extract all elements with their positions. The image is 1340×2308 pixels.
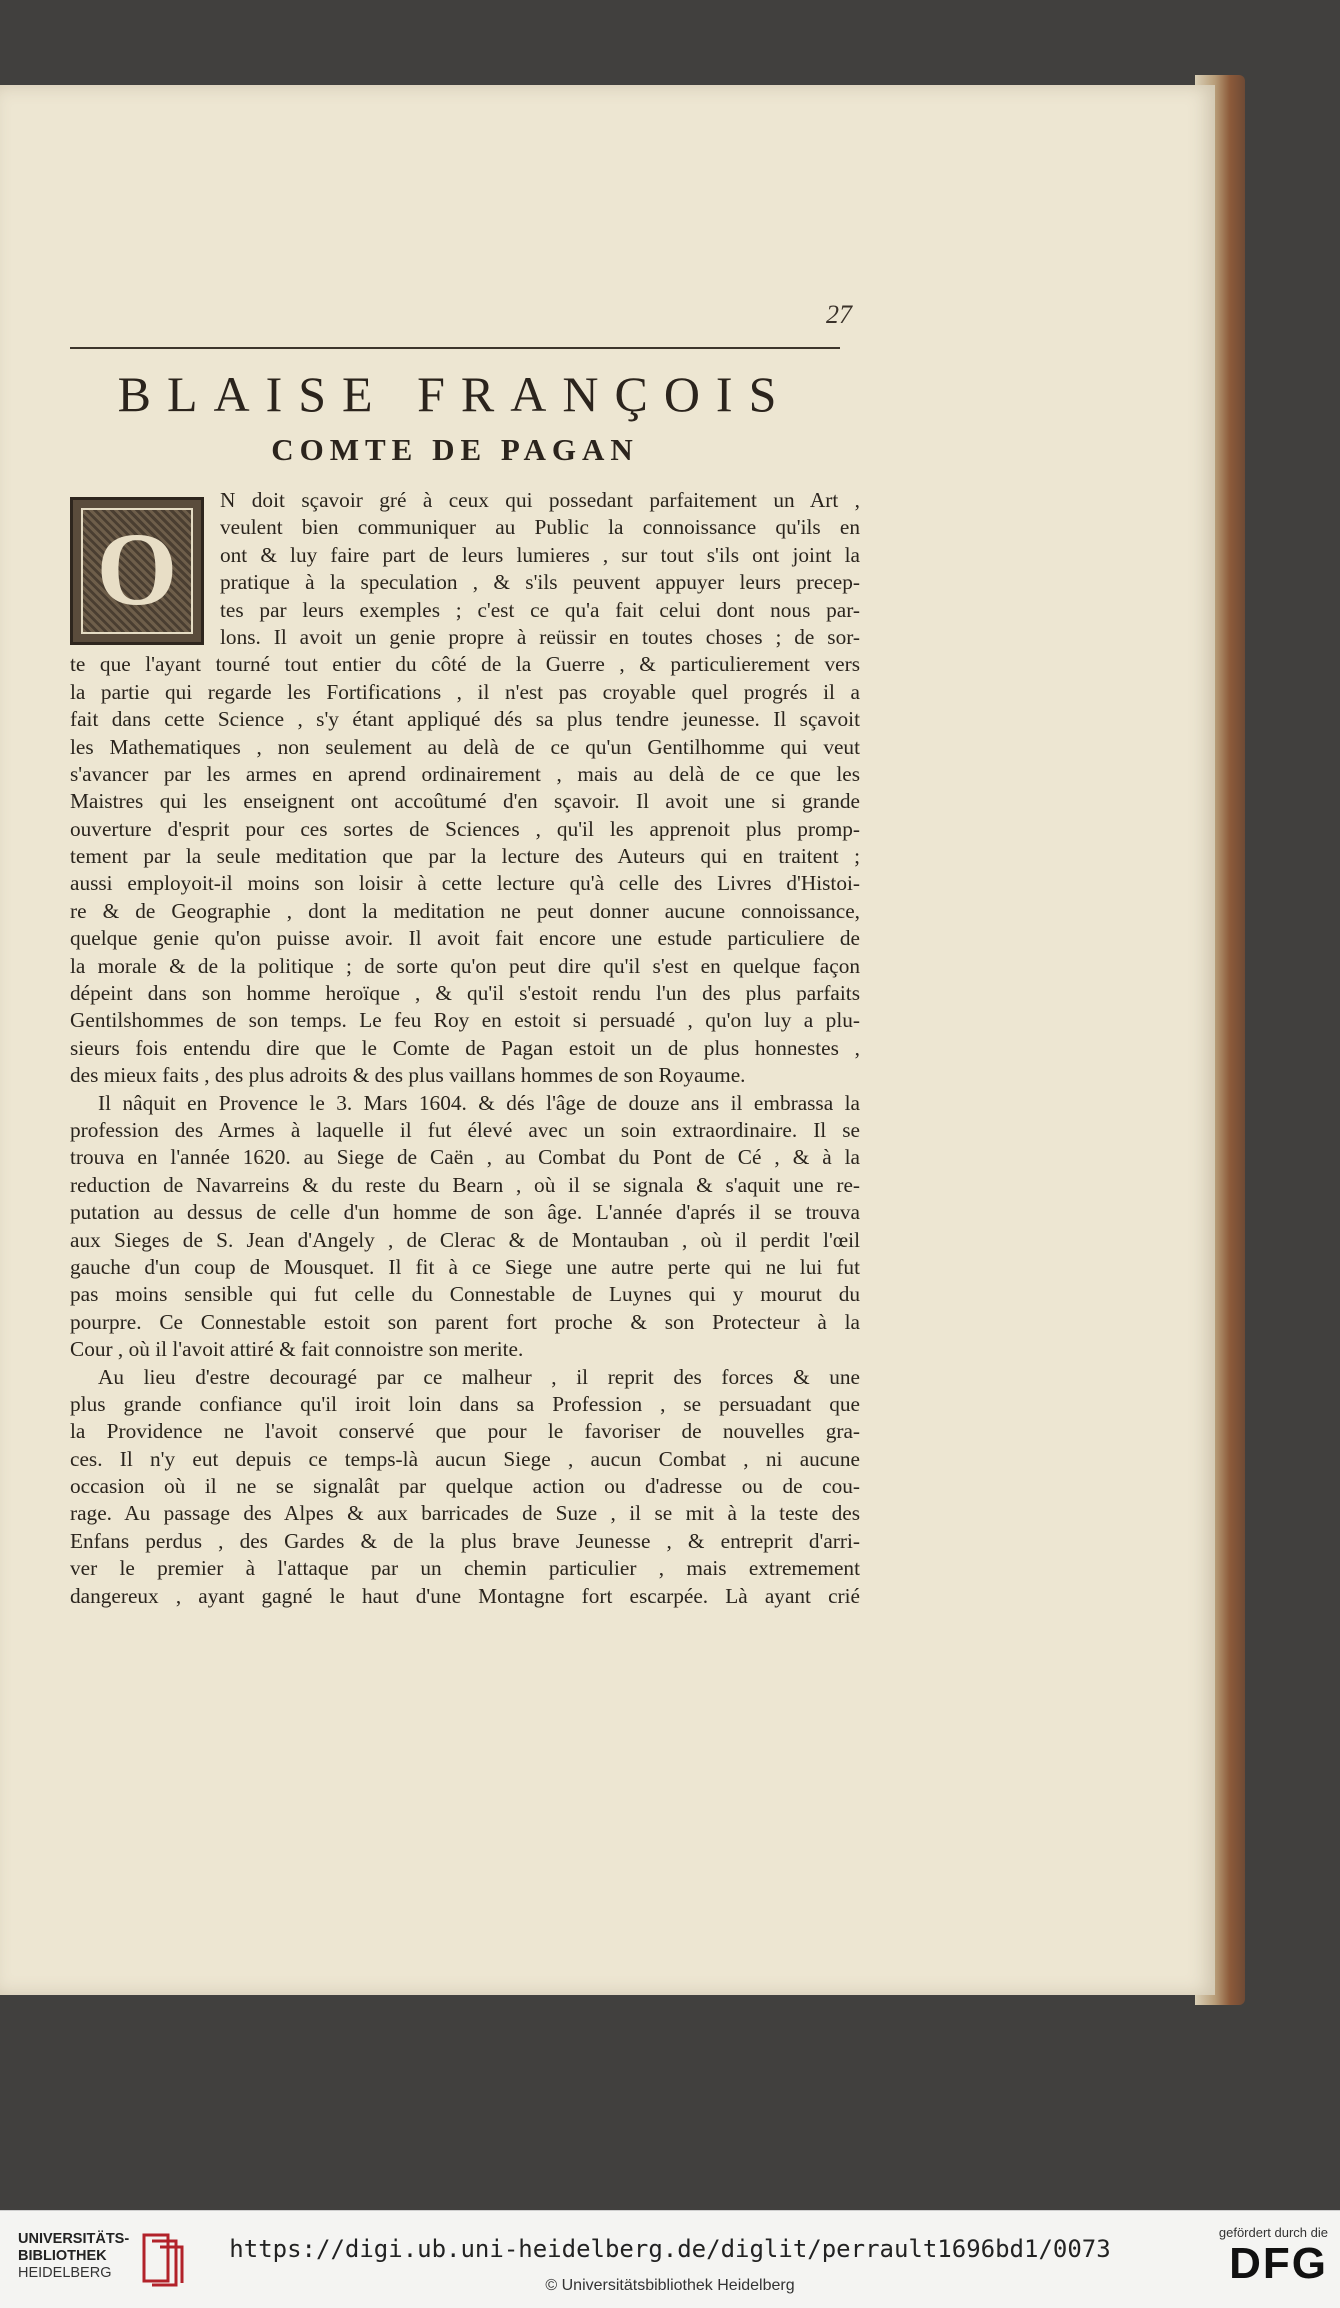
dfg-wordmark: DFG: [1229, 2239, 1328, 2288]
dfg-logo[interactable]: [1188, 2225, 1328, 2301]
text-line: tes par leurs exemples ; c'est ce qu'a fait celui dont nous par-: [220, 597, 860, 622]
text-line: lons. Il avoit un genie propre à reüssir en toutes choses ; de sor-: [220, 624, 860, 649]
text-line: Enfans perdus , des Gardes & de la plus brave Jeunesse , & entreprit d'arri-: [70, 1528, 860, 1553]
text-line: aux Sieges de S. Jean d'Angely , de Clerac & de Montauban , où il perdit l'œil: [70, 1227, 860, 1252]
text-line: des mieux faits , des plus adroits & des plus vaillans hommes de son Royaume.: [70, 1063, 746, 1088]
text-line: la Providence ne l'avoit conservé que pour le favoriser de nouvelles gra-: [70, 1419, 860, 1444]
text-line: putation au dessus de celle d'un homme de son âge. L'année d'aprés il se trouva: [70, 1200, 860, 1225]
text-line: ces. Il n'y eut depuis ce temps-là aucun Siege , aucun Combat , ni aucune: [70, 1446, 860, 1471]
page-number: 27: [826, 300, 852, 329]
text-line: tement par la seule meditation que par la lecture des Auteurs qui en traitent ;: [70, 844, 860, 869]
text-line: re & de Geographie , dont la meditation ne peut donner aucune connoissance,: [70, 898, 860, 923]
text-line: pratique à la speculation , & s'ils peuvent appuyer leurs precep-: [220, 570, 860, 595]
text-line: Au lieu d'estre decouragé par ce malheur , il reprit des forces & une: [98, 1364, 860, 1389]
text-line: s'avancer par les armes en aprend ordinairement , mais au delà de ce que les: [70, 761, 860, 786]
text-line: dépeint dans son homme heroïque , & qu'il s'estoit rendu l'un des plus parfaits: [70, 981, 860, 1006]
text-line: veulent bien communiquer au Public la connoissance qu'ils en: [220, 515, 860, 540]
text-line: plus grande confiance qu'il iroit loin dans sa Profession , se persuadant que: [70, 1391, 860, 1416]
viewer-footer: [0, 2210, 1340, 2308]
document-url-link[interactable]: https://digi.ub.uni-heidelberg.de/diglit/perrault1696bd1/0073: [229, 2235, 1111, 2263]
library-name-line2: BIBLIOTHEK: [18, 2248, 107, 2264]
text-line: fait dans cette Science , s'y étant appliqué dés sa plus tendre jeunesse. Il sçavoit: [70, 707, 860, 732]
text-line: rage. Au passage des Alpes & aux barricades de Suze , il se mit à la teste des: [70, 1501, 860, 1526]
text-line: sieurs fois entendu dire que le Comte de Pagan estoit un de plus honnestes ,: [70, 1035, 860, 1060]
page-title: BLAISE FRANÇOIS: [117, 366, 793, 422]
text-line: quelque genie qu'on puisse avoir. Il avoit fait encore une estude particuliere de: [70, 926, 860, 951]
body-text: [70, 487, 860, 1610]
text-line: ont & luy faire part de leurs lumieres , sur tout s'ils ont joint la: [220, 542, 860, 567]
text-line: Gentilshommes de son temps. Le feu Roy en estoit si persuadé , qu'on luy a plu-: [70, 1008, 860, 1033]
text-line: Maistres qui les enseignent ont accoûtumé d'en sçavoir. Il avoit une si grande: [70, 789, 860, 814]
text-line: profession des Armes à laquelle il fut élevé avec un soin extraordinaire. Il se: [70, 1117, 860, 1142]
text-line: gauche d'un coup de Mousquet. Il fit à ce Siege une autre perte qui ne lui fut: [70, 1254, 860, 1279]
page-subtitle: COMTE DE PAGAN: [271, 432, 639, 467]
text-line: la morale & de la politique ; de sorte qu'on peut dire qu'il s'est en quelque façon: [70, 953, 860, 978]
text-line: trouva en l'année 1620. au Siege de Caën , au Combat du Pont de Cé , & à la: [70, 1145, 860, 1170]
text-line: Cour , où il l'avoit attiré & fait connoistre son merite.: [70, 1337, 524, 1362]
library-name-line1: UNIVERSITÄTS-: [18, 2231, 130, 2247]
funding-text: gefördert durch die: [1218, 2225, 1328, 2240]
text-line: aussi employoit-il moins son loisir à cette lecture qu'à celle des Livres d'Histoi-: [70, 871, 860, 896]
copyright-notice: © Universitätsbibliothek Heidelberg: [545, 2277, 795, 2294]
text-line: Il nâquit en Provence le 3. Mars 1604. & dés l'âge de douze ans il embrassa la: [98, 1090, 860, 1115]
text-line: te que l'ayant tourné tout entier du côté de la Guerre , & particulierement vers: [70, 652, 860, 677]
text-line: les Mathematiques , non seulement au delà de ce qu'un Gentilhomme qui veut: [70, 734, 860, 759]
text-line: dangereux , ayant gagné le haut d'une Montagne fort escarpée. Là ayant crié: [70, 1583, 860, 1608]
text-line: la partie qui regarde les Fortifications , il n'est pas croyable quel progrés il a: [70, 679, 860, 704]
header-rule: [70, 347, 840, 349]
text-line: pourpre. Ce Connestable estoit son parent fort proche & son Protecteur à la: [70, 1309, 860, 1334]
text-line: N doit sçavoir gré à ceux qui possedant parfaitement un Art ,: [220, 488, 860, 512]
text-line: occasion où il ne se signalât par quelque action ou d'adresse ou de cou-: [70, 1474, 860, 1499]
text-line: pas moins sensible qui fut celle du Connestable de Luynes qui y mourut du: [70, 1282, 860, 1307]
text-line: reduction de Navarreins & du reste du Bearn , où il se signala & s'aquit une re-: [70, 1172, 860, 1197]
text-line: ver le premier à l'attaque par un chemin particulier , mais extremement: [70, 1556, 860, 1581]
drop-cap-letter: O: [96, 512, 178, 627]
library-name-line3: HEIDELBERG: [18, 2265, 112, 2281]
text-line: ouverture d'esprit pour ces sortes de Sciences , qu'il les apprenoit plus promp-: [70, 816, 860, 841]
